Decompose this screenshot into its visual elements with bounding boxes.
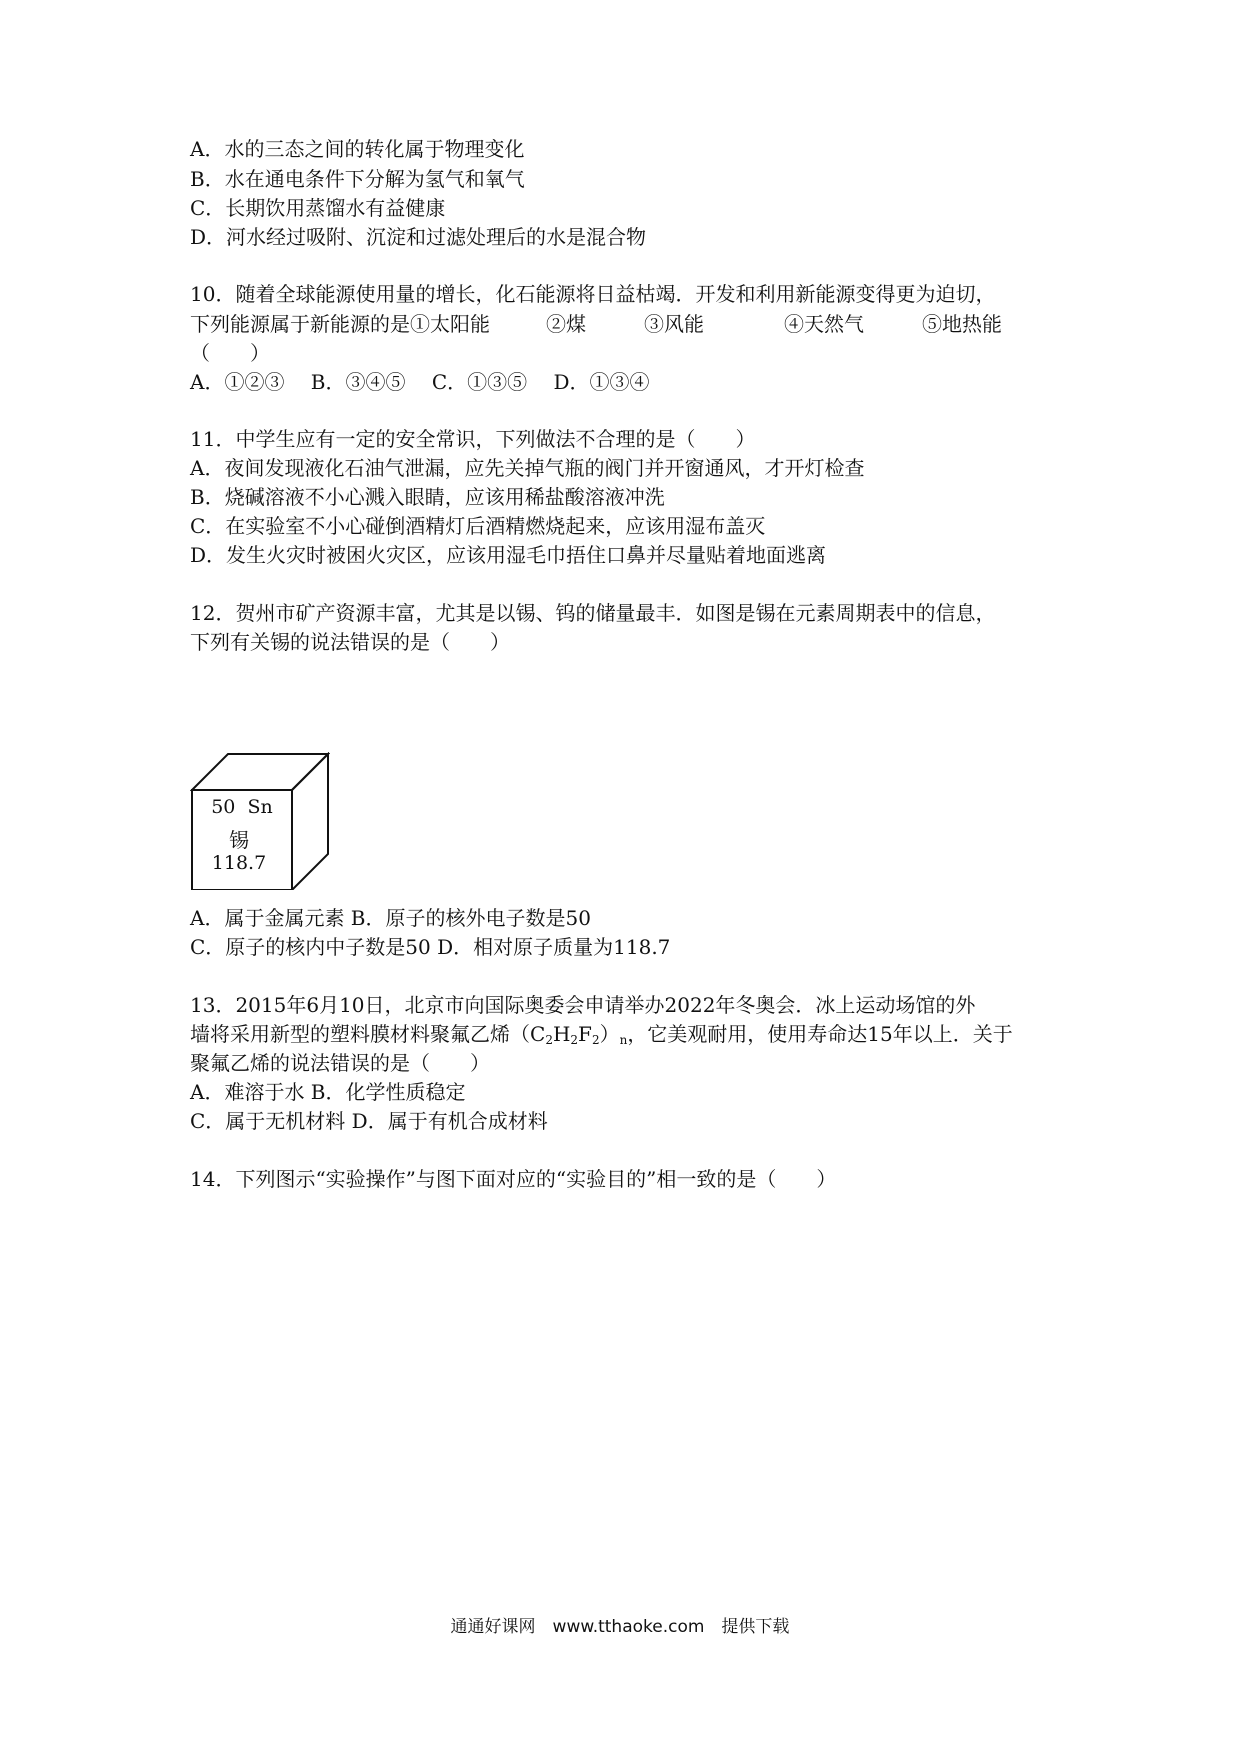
q13-options-cd: C．属于无机材料 D．属于有机合成材料 [190, 1109, 548, 1133]
q13-options-ab: A．难溶于水 B．化学性质稳定 [190, 1080, 466, 1104]
q12-options-cd: C．原子的核内中子数是50 D．相对原子质量为118.7 [190, 935, 671, 959]
formula-h: H [552, 1022, 571, 1046]
element-atomic-mass: 118.7 [211, 852, 267, 874]
q11-stem: 11．中学生应有一定的安全常识，下列做法不合理的是（ ） [190, 427, 756, 451]
q9-option-a: A．水的三态之间的转化属于物理变化 [190, 137, 525, 161]
formula-subscript: 2 [570, 1033, 579, 1047]
q12-stem-line2: 下列有关锡的说法错误的是（ ） [190, 630, 510, 654]
q9-option-c: C．长期饮用蒸馏水有益健康 [190, 196, 446, 220]
q10-stem-text: 下列能源属于新能源的是 [190, 312, 410, 336]
formula-f: F [578, 1022, 592, 1046]
q13-stem-line2 [190, 1019, 1013, 1049]
q12-stem-line1: 12．贺州市矿产资源丰富，尤其是以锡、钨的储量最丰．如图是锡在元素周期表中的信息， [190, 601, 996, 625]
q10-options: A．①②③ B．③④⑤ C．①③⑤ D．①③④ [190, 370, 650, 394]
element-cube-figure [190, 752, 330, 890]
q11-option-d: D．发生火灾时被困火灾区，应该用湿毛巾捂住口鼻并尽量贴着地面逃离 [190, 543, 827, 567]
element-name: 锡 [229, 828, 249, 852]
formula-subscript-n: n [619, 1033, 628, 1047]
q10-item-2: ②煤 [546, 312, 586, 336]
q11-option-c: C．在实验室不小心碰倒酒精灯后酒精燃烧起来，应该用湿布盖灭 [190, 514, 766, 538]
q13-stem-line3: 聚氟乙烯的说法错误的是（ ） [190, 1051, 490, 1075]
q10-item-1: ①太阳能 [410, 312, 490, 336]
q14-stem: 14．下列图示“实验操作”与图下面对应的“实验目的”相一致的是（ ） [190, 1167, 837, 1191]
q11-option-a: A．夜间发现液化石油气泄漏，应先关掉气瓶的阀门并开窗通风，才开灯检查 [190, 456, 865, 480]
element-symbol: Sn [247, 796, 273, 818]
q11-option-b: B．烧碱溶液不小心溅入眼睛，应该用稀盐酸溶液冲洗 [190, 485, 665, 509]
formula-subscript: 2 [545, 1033, 553, 1047]
q10-item-4: ④天然气 [784, 312, 864, 336]
q10-item-3: ③风能 [644, 312, 704, 336]
q10-stem-line2 [190, 309, 1002, 339]
q13-stem-line2-post: ，它美观耐用，使用寿命达15年以上．关于 [627, 1022, 1013, 1046]
formula-close-paren: ） [599, 1022, 620, 1046]
q9-option-d: D．河水经过吸附、沉淀和过滤处理后的水是混合物 [190, 225, 647, 249]
q10-answer-paren: （ ） [190, 341, 270, 365]
formula-subscript: 2 [591, 1033, 600, 1047]
q13-stem-line2-pre: 墙将采用新型的塑料膜材料聚氟乙烯（C [190, 1022, 546, 1046]
q12-options-ab: A．属于金属元素 B．原子的核外电子数是50 [190, 906, 591, 930]
element-number-symbol [194, 796, 290, 818]
q9-option-b: B．水在通电条件下分解为氢气和氧气 [190, 167, 525, 191]
q13-stem-line1: 13．2015年6月10日，北京市向国际奥委会申请举办2022年冬奥会．冰上运动场馆的外 [190, 993, 976, 1017]
q10-item-5: ⑤地热能 [922, 312, 1002, 336]
q10-stem-line1: 10．随着全球能源使用量的增长，化石能源将日益枯竭．开发和利用新能源变得更为迫切， [190, 282, 996, 306]
page-footer: 通通好课网 www.tthaoke.com 提供下载 [450, 1617, 790, 1637]
element-atomic-number: 50 [211, 796, 236, 818]
